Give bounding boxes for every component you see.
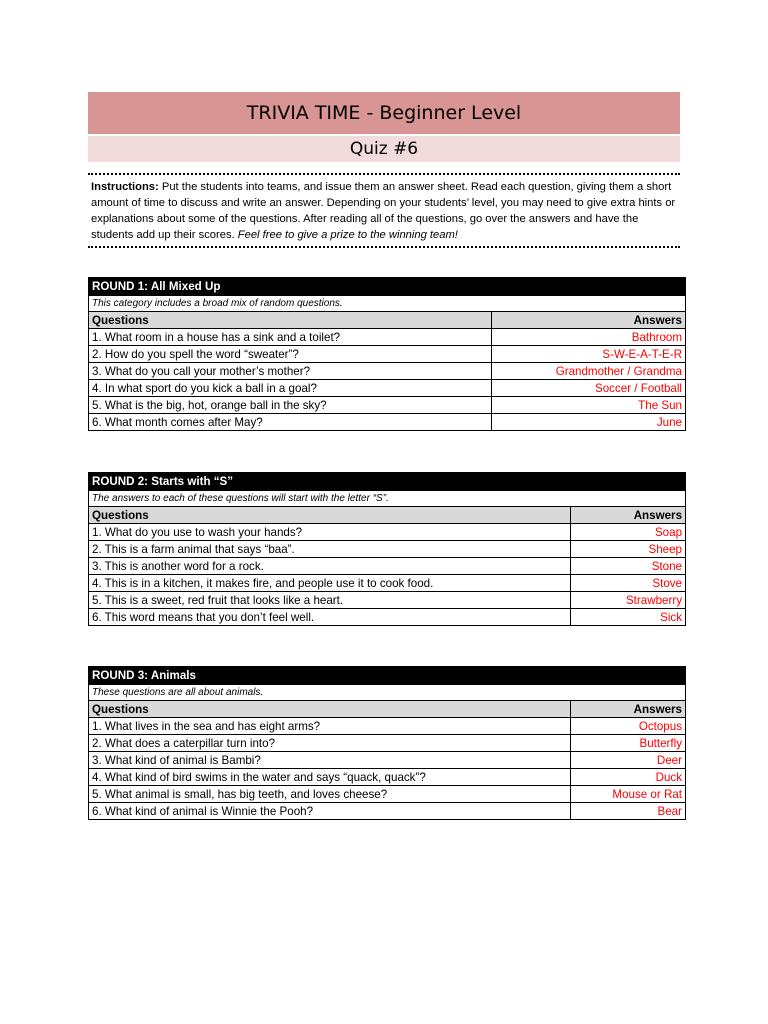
- question-text: 5. This is a sweet, red fruit that looks like a heart.: [89, 592, 571, 609]
- quiz-number: Quiz #6: [88, 136, 680, 162]
- answer-text: Duck: [571, 769, 686, 786]
- question-text: 4. This is in a kitchen, it makes fire, and people use it to cook food.: [89, 575, 571, 592]
- answer-text: The Sun: [492, 397, 686, 414]
- table-row: [89, 397, 686, 414]
- table-row: [89, 329, 686, 346]
- answer-text: Bathroom: [492, 329, 686, 346]
- question-text: 1. What room in a house has a sink and a toilet?: [89, 329, 492, 346]
- answer-text: Mouse or Rat: [571, 786, 686, 803]
- round-description: This category includes a broad mix of random questions.: [89, 296, 686, 312]
- answer-text: Sheep: [571, 541, 686, 558]
- table-row: [89, 575, 686, 592]
- table-row: [89, 752, 686, 769]
- document-title: TRIVIA TIME - Beginner Level: [88, 92, 680, 134]
- answer-text: Soccer / Football: [492, 380, 686, 397]
- answer-text: June: [492, 414, 686, 431]
- answer-text: Stove: [571, 575, 686, 592]
- table-row: [89, 414, 686, 431]
- question-text: 3. This is another word for a rock.: [89, 558, 571, 575]
- answer-text: Bear: [571, 803, 686, 820]
- question-text: 1. What do you use to wash your hands?: [89, 524, 571, 541]
- instructions-closing: Feel free to give a prize to the winning team!: [237, 229, 458, 241]
- answer-text: Grandmother / Grandma: [492, 363, 686, 380]
- table-row: [89, 803, 686, 820]
- instructions-block: [88, 173, 680, 248]
- table-row: [89, 380, 686, 397]
- question-text: 1. What lives in the sea and has eight arms?: [89, 718, 571, 735]
- answer-text: Sick: [571, 609, 686, 626]
- question-text: 6. What month comes after May?: [89, 414, 492, 431]
- question-text: 3. What do you call your mother’s mother?: [89, 363, 492, 380]
- question-text: 2. This is a farm animal that says “baa”.: [89, 541, 571, 558]
- round-title: ROUND 2: Starts with “S”: [89, 473, 686, 491]
- questions-column-header: Questions: [89, 507, 571, 524]
- question-text: 2. What does a caterpillar turn into?: [89, 735, 571, 752]
- question-text: 5. What is the big, hot, orange ball in the sky?: [89, 397, 492, 414]
- round-description: These questions are all about animals.: [89, 685, 686, 701]
- answer-text: Deer: [571, 752, 686, 769]
- question-text: 4. What kind of bird swims in the water and says “quack, quack”?: [89, 769, 571, 786]
- round-3-table: [88, 666, 686, 820]
- answer-text: Soap: [571, 524, 686, 541]
- round-description: The answers to each of these questions will start with the letter “S”.: [89, 491, 686, 507]
- question-text: 3. What kind of animal is Bambi?: [89, 752, 571, 769]
- question-text: 6. What kind of animal is Winnie the Pooh?: [89, 803, 571, 820]
- question-text: 4. In what sport do you kick a ball in a goal?: [89, 380, 492, 397]
- table-row: [89, 609, 686, 626]
- table-row: [89, 718, 686, 735]
- answer-text: S-W-E-A-T-E-R: [492, 346, 686, 363]
- round-2-table: [88, 472, 686, 626]
- instructions-label: Instructions:: [91, 181, 159, 193]
- questions-column-header: Questions: [89, 312, 492, 329]
- table-row: [89, 524, 686, 541]
- table-row: [89, 346, 686, 363]
- answer-text: Stone: [571, 558, 686, 575]
- table-row: [89, 592, 686, 609]
- answer-text: Octopus: [571, 718, 686, 735]
- table-row: [89, 541, 686, 558]
- table-row: [89, 786, 686, 803]
- answer-text: Strawberry: [571, 592, 686, 609]
- questions-column-header: Questions: [89, 701, 571, 718]
- round-title: ROUND 1: All Mixed Up: [89, 278, 686, 296]
- question-text: 2. How do you spell the word “sweater”?: [89, 346, 492, 363]
- question-text: 5. What animal is small, has big teeth, and loves cheese?: [89, 786, 571, 803]
- table-row: [89, 558, 686, 575]
- instructions-body: Put the students into teams, and issue them an answer sheet. Read each question, giving them a short amount of time to discuss and write an answer. Depending on your students’ level, you may need to give extra hints or explanations about some of the questions. After reading all of the questions, go over the answers and have the students add up their scores.: [91, 181, 676, 241]
- round-title: ROUND 3: Animals: [89, 667, 686, 685]
- round-1-table: [88, 277, 686, 431]
- question-text: 6. This word means that you don’t feel well.: [89, 609, 571, 626]
- table-row: [89, 363, 686, 380]
- table-row: [89, 735, 686, 752]
- answers-column-header: Answers: [492, 312, 686, 329]
- answers-column-header: Answers: [571, 507, 686, 524]
- table-row: [89, 769, 686, 786]
- answers-column-header: Answers: [571, 701, 686, 718]
- answer-text: Butterfly: [571, 735, 686, 752]
